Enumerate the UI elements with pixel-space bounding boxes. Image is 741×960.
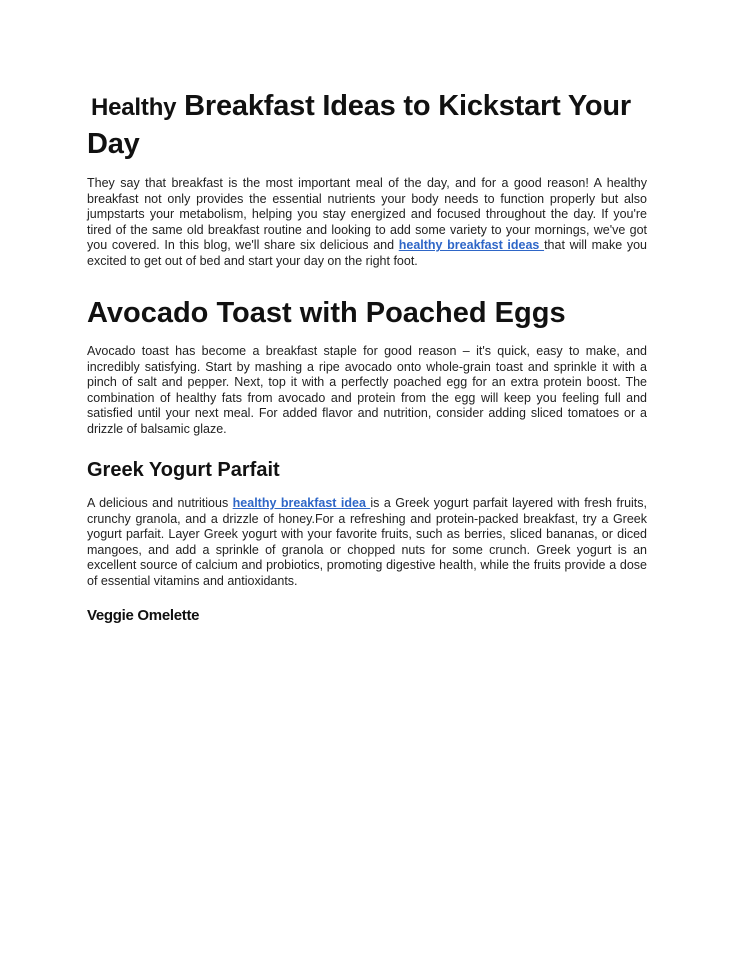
healthy-breakfast-idea-link[interactable]: healthy breakfast idea <box>232 496 371 510</box>
section-heading-veggie-omelette: Veggie Omelette <box>87 607 200 624</box>
intro-paragraph <box>87 176 647 270</box>
greek-yogurt-paragraph <box>87 496 647 590</box>
greek-text-before: A delicious and nutritious <box>87 496 233 510</box>
intro-text-before: They say that breakfast is the most important meal of the day, and for a good reason! A healthy breakfast not only provides the essential nutrients your body needs to function properly but also jumpstarts your metabolism, helping you stay energized and focused throughout the day. If you're tired of the same old breakfast routine and looking to add some variety to your mornings, we've got you covered. In this blog, we'll share six delicious and <box>87 176 647 253</box>
page-title <box>87 88 647 162</box>
intro-text-after: that will make you excited to get out of bed and start your day on the right foot. <box>87 238 647 268</box>
title-rest: Breakfast Ideas to Kickstart Your Day <box>87 90 631 160</box>
title-lead: Healthy <box>91 94 177 121</box>
section-heading-avocado-toast: Avocado Toast with Poached Eggs <box>87 297 566 329</box>
greek-text-after: is a Greek yogurt parfait layered with fresh fruits, crunchy granola, and a drizzle of honey.For a refreshing and protein-packed breakfast, try a Greek yogurt parfait. Layer Greek yogurt with your favorite fruits, such as berries, sliced bananas, or diced mangoes, and add a sprinkle of granola or chopped nuts for some crunch. Greek yogurt is an excellent source of calcium and probiotics, promoting digestive health, while the fruits provide a dose of essential vitamins and antioxidants. <box>87 496 647 588</box>
avocado-toast-paragraph: Avocado toast has become a breakfast staple for good reason – it's quick, easy to make, and incredibly satisfying. Start by mashing a ripe avocado onto whole-grain toast and sprinkle it with a pinch of salt and pepper. Next, top it with a perfectly poached egg for an extra protein boost. The combination of healthy fats from avocado and protein from the egg will keep you feeling full and satisfied until your next meal. For added flavor and nutrition, consider adding sliced tomatoes or a drizzle of balsamic glaze. <box>87 344 647 436</box>
healthy-breakfast-ideas-link[interactable]: healthy breakfast ideas <box>398 238 545 253</box>
section-heading-greek-yogurt: Greek Yogurt Parfait <box>87 459 280 481</box>
